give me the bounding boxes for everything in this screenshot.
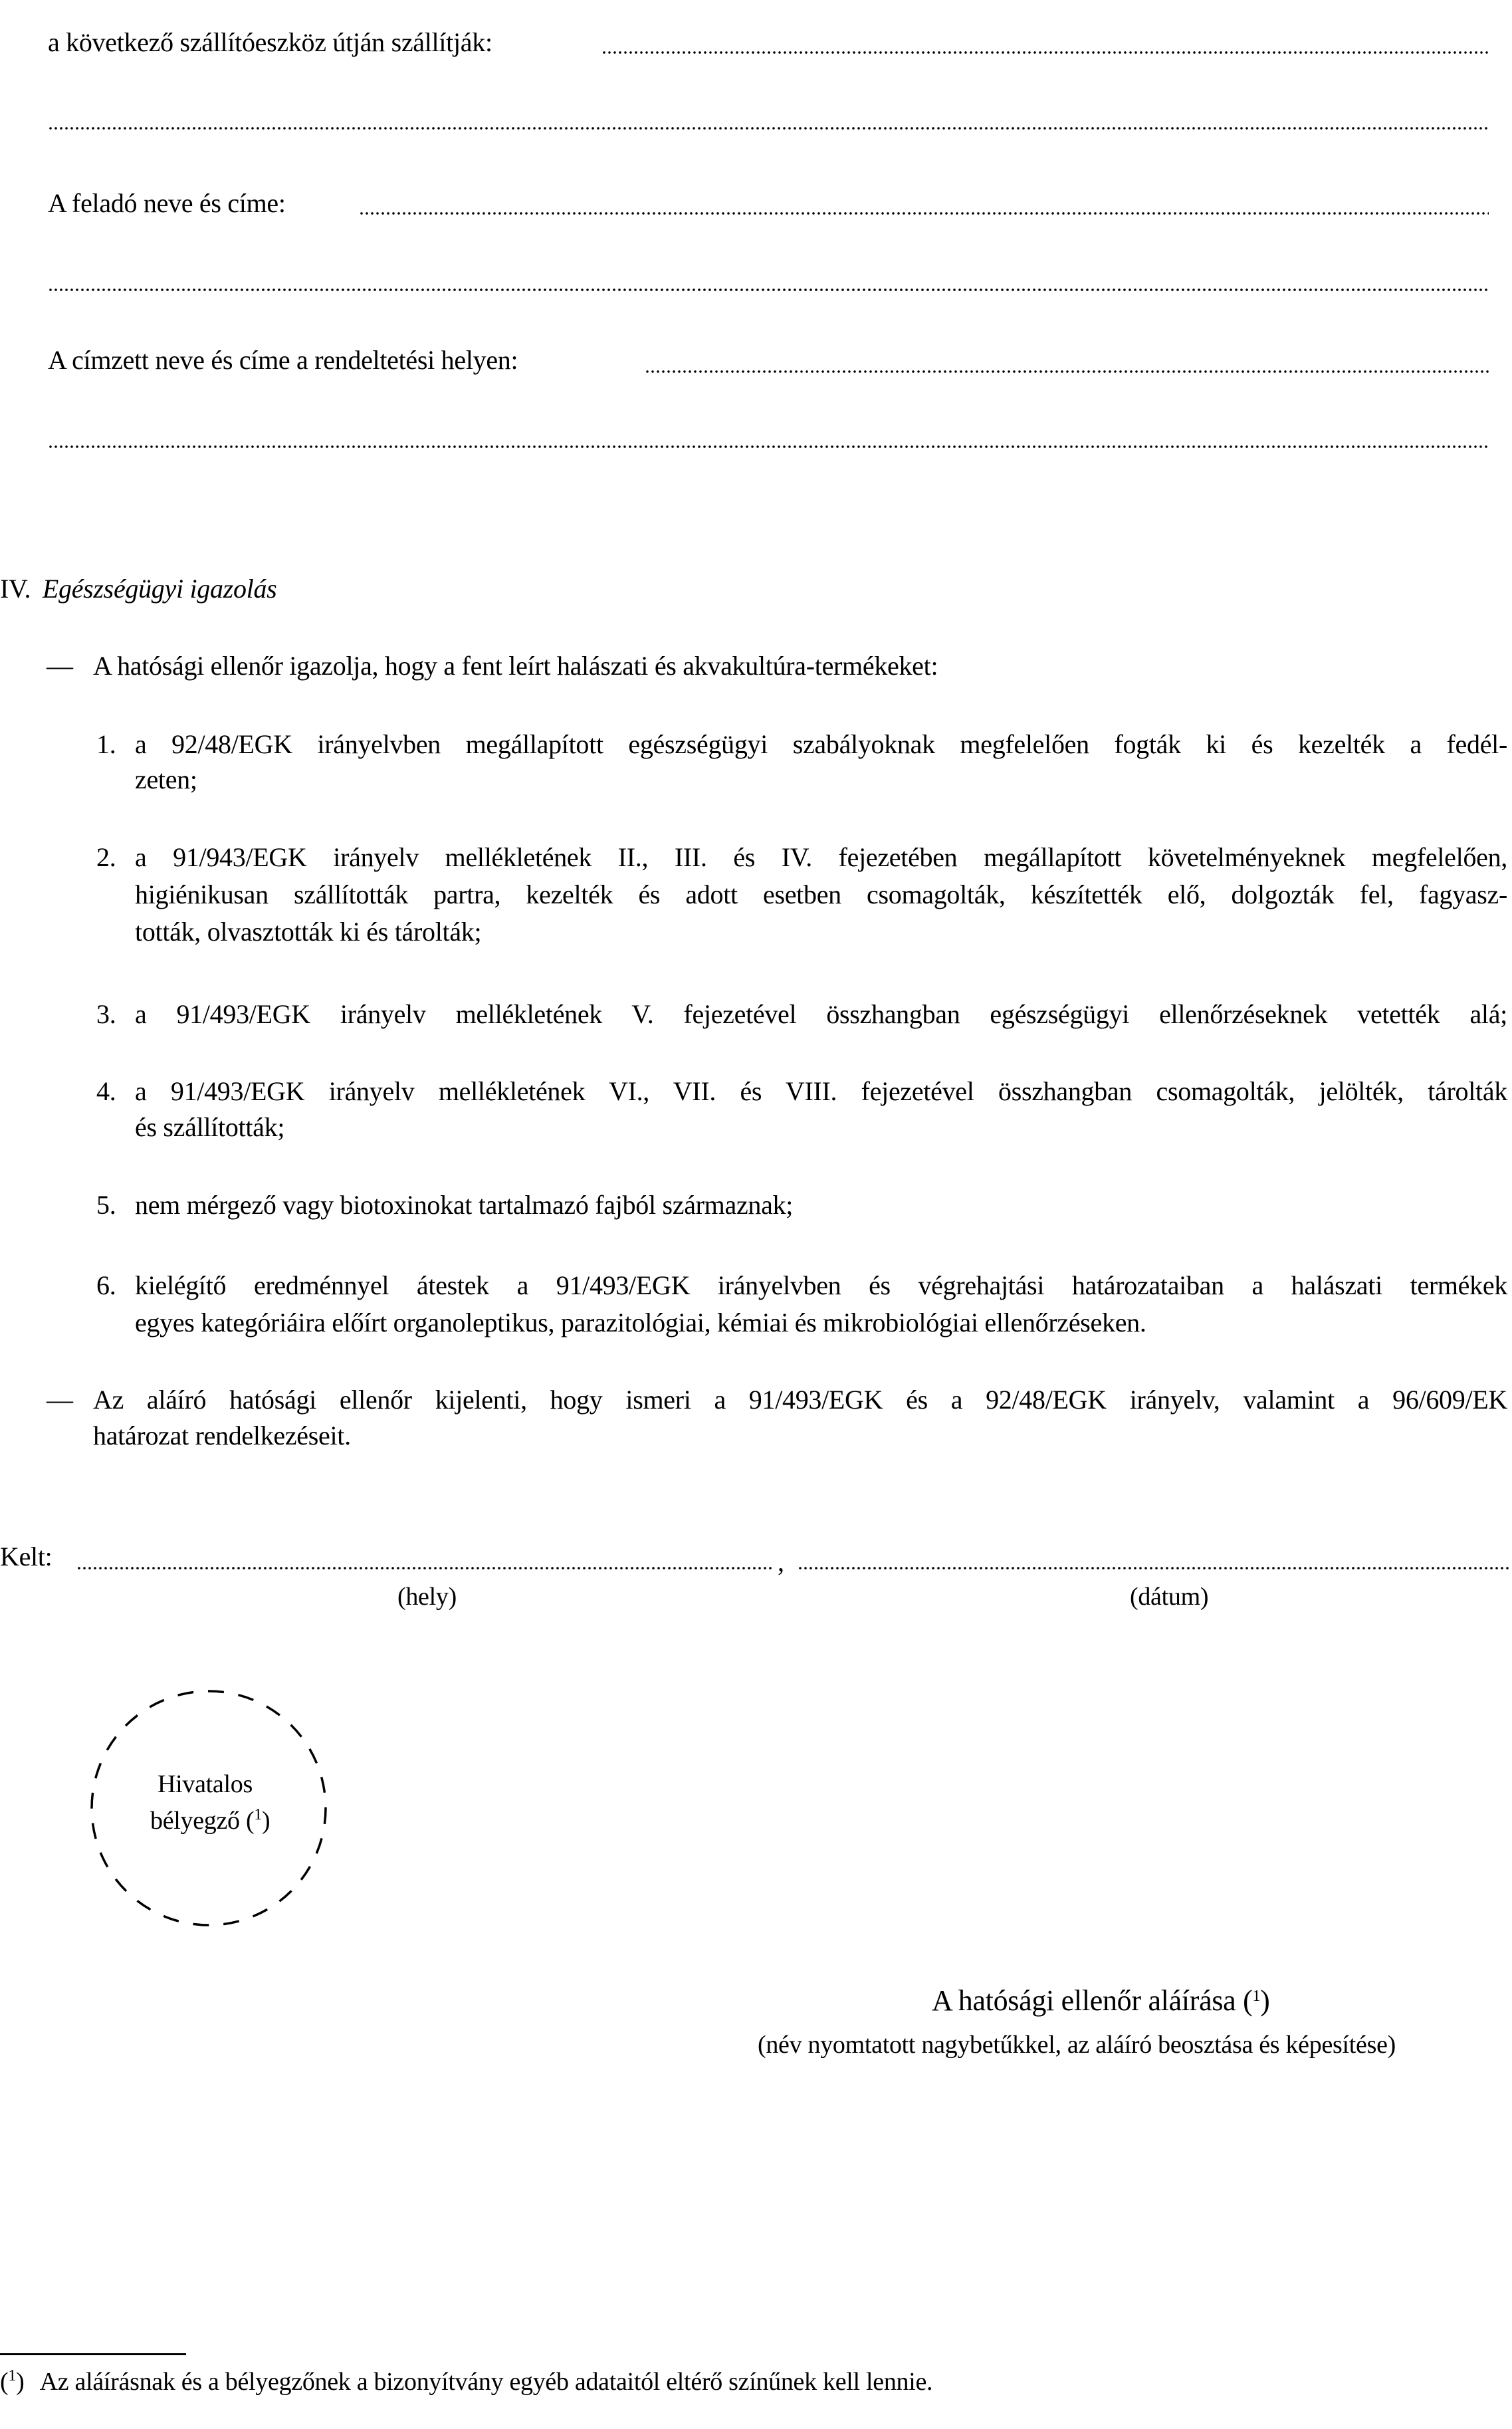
declaration-line-1: Az aláíró hatósági ellenőr kijelenti, hogy ismeri a 91/493/EGK és a 92/48/EGK irányelv, valamint a 96/609/EK bbox=[93, 1385, 1507, 1415]
transport-label: a következő szállítóeszköz útján szállítják: bbox=[48, 27, 492, 57]
item-4-number: 4. bbox=[96, 1076, 116, 1106]
consignor-fill-line-2[interactable] bbox=[48, 288, 1489, 292]
item-2-line-3: tották, olvasztották ki és tárolták; bbox=[135, 917, 482, 947]
section-heading bbox=[0, 576, 276, 602]
consignee-label: A címzett neve és címe a rendeltetési helyen: bbox=[48, 345, 518, 375]
item-3-number: 3. bbox=[96, 999, 116, 1029]
date-caption: (dátum) bbox=[1130, 1583, 1209, 1611]
place-caption: (hely) bbox=[397, 1583, 457, 1611]
item-2-line-1: a 91/943/EGK irányelv mellékletének II., III. és IV. fejezetében megállapított követelményeknek megfelelően, bbox=[135, 842, 1507, 872]
footnote-rule bbox=[0, 2353, 186, 2355]
item-6-number: 6. bbox=[96, 1270, 116, 1300]
item-2-number: 2. bbox=[96, 842, 116, 872]
dated-separator: , bbox=[778, 1547, 784, 1577]
stamp-line-2: bélyegző bbox=[150, 1807, 240, 1835]
signature-subtitle: (név nyomtatott nagybetűkkel, az aláíró beosztása és képesítése) bbox=[758, 2031, 1396, 2059]
footnote-ref: ($^1$) bbox=[0, 2367, 25, 2396]
item-4-line-1: a 91/493/EGK irányelv mellékletének VI., VII. és VIII. fejezetével összhangban csomagolták, jelölték, tárolták bbox=[135, 1076, 1507, 1106]
section-title: Egészségügyi igazolás bbox=[42, 574, 277, 604]
stamp-footnote-ref[interactable]: ($^1$) bbox=[245, 1806, 270, 1835]
consignee-fill-line[interactable] bbox=[645, 370, 1489, 374]
footnote bbox=[0, 2368, 932, 2394]
place-fill-line[interactable] bbox=[76, 1566, 774, 1570]
stamp-line-1: Hivatalos bbox=[158, 1770, 253, 1798]
item-5-line-1: nem mérgező vagy biotoxinokat tartalmazó fajból származnak; bbox=[135, 1190, 794, 1220]
item-1-line-2: zeten; bbox=[135, 764, 197, 794]
item-5-number: 5. bbox=[96, 1190, 116, 1220]
declaration-line-2: határozat rendelkezéseit. bbox=[93, 1421, 351, 1450]
consignee-fill-line-2[interactable] bbox=[48, 445, 1489, 449]
transport-fill-line[interactable] bbox=[601, 51, 1489, 55]
footnote-text: Az aláírásnak és a bélyegzőnek a bizonyítvány egyéb adataitól eltérő színűnek kell lennie. bbox=[39, 2368, 933, 2396]
item-1-line-1: a 92/48/EGK irányelvben megállapított egészségügyi szabályoknak megfelelően fogták ki és kezelték a fedél- bbox=[135, 729, 1507, 759]
date-fill-line[interactable] bbox=[798, 1566, 1509, 1570]
stamp-line-2-wrap bbox=[150, 1807, 270, 1833]
intro-dash: — bbox=[47, 651, 73, 681]
item-2-line-2: higiénikusan szállították partra, kezelték és adott esetben csomagolták, készítették elő, dolgozták fel, fagyasz- bbox=[135, 879, 1507, 909]
item-6-line-1: kielégítő eredménnyel átestek a 91/493/EGK irányelvben és végrehajtási határozataiban a halászati termékek bbox=[135, 1270, 1507, 1300]
consignor-label: A feladó neve és címe: bbox=[48, 188, 286, 218]
dated-label: Kelt: bbox=[0, 1542, 53, 1571]
signature-title: A hatósági ellenőr aláírása bbox=[932, 1984, 1236, 2017]
item-6-line-2: egyes kategóriáira előírt organoleptikus, parazitológiai, kémiai és mikrobiológiai ellenőrzéseken. bbox=[135, 1308, 1146, 1337]
signature-title-wrap bbox=[932, 1986, 1270, 2016]
section-number: IV. bbox=[0, 574, 31, 604]
intro-text: A hatósági ellenőr igazolja, hogy a fent leírt halászati és akvakultúra-termékeket: bbox=[93, 651, 938, 681]
item-4-line-2: és szállították; bbox=[135, 1112, 285, 1142]
item-3-line-1: a 91/493/EGK irányelv mellékletének V. fejezetével összhangban egészségügyi ellenőrzéseknek vetették alá; bbox=[135, 999, 1507, 1029]
signature-footnote-ref[interactable]: ($^1$) bbox=[1243, 1984, 1270, 2017]
item-1-number: 1. bbox=[96, 729, 116, 759]
declaration-dash: — bbox=[47, 1385, 73, 1415]
consignor-fill-line[interactable] bbox=[359, 211, 1489, 215]
transport-fill-line-2[interactable] bbox=[48, 126, 1489, 130]
